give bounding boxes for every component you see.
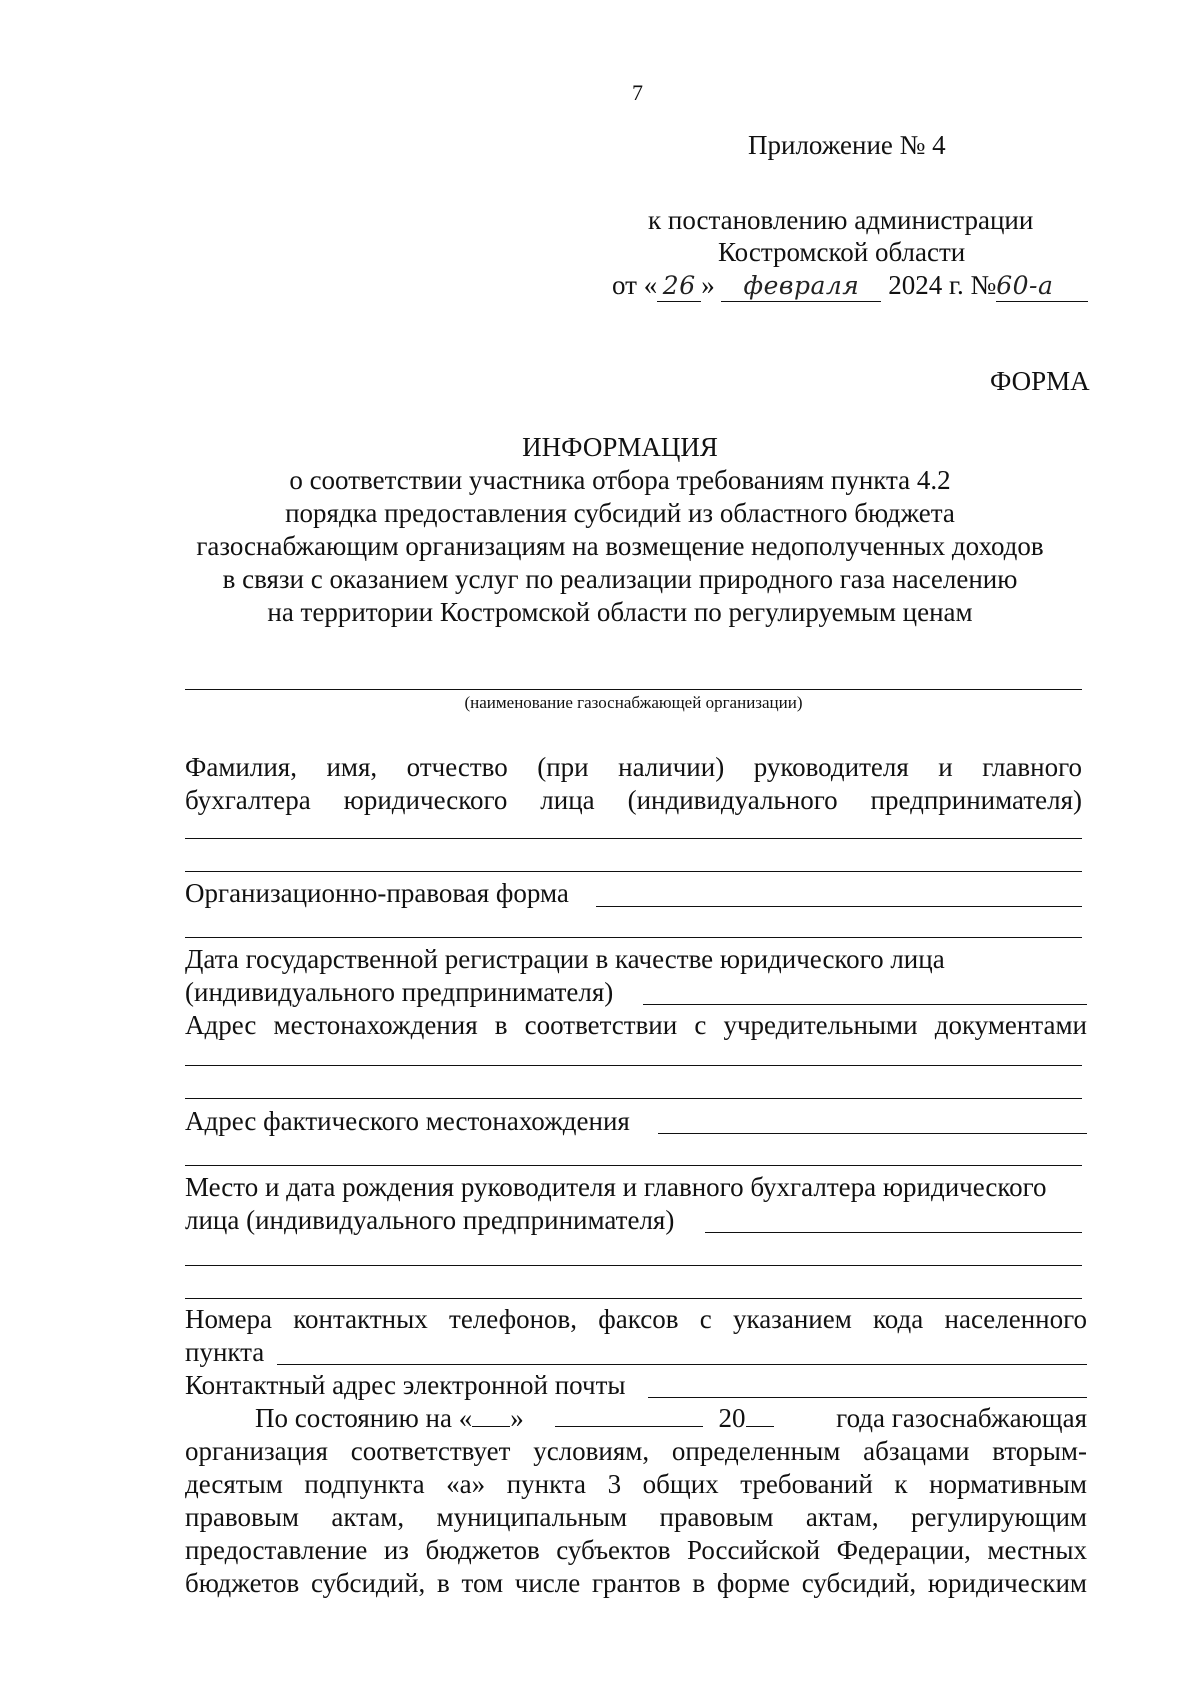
form-label: ФОРМА [990,366,1090,396]
heading-line-1: о соответствии участника отбора требованиям пункта 4.2 [289,465,951,495]
email-label: Контактный адрес электронной почты [185,1370,626,1400]
statement-line-5: предоставление из бюджетов субъектов Российской Федерации, местных [185,1535,1087,1565]
birth-line-1: Место и дата рождения руководителя и главного бухгалтера юридического [185,1172,1047,1202]
doc-number-handwritten: 60-а [996,271,1088,302]
statement-line-1 [255,1403,774,1433]
reg-date-line-1: Дата государственной регистрации в качестве юридического лица [185,944,945,974]
page-number: 7 [632,80,643,105]
fio-line-2: бухгалтера юридического лица (индивидуального предпринимателя) [185,785,1082,815]
statement-century: 20 [718,1403,746,1433]
statement-line-3: десятым подпункта «а» пункта 3 общих требований к нормативным [185,1469,1087,1499]
birth-line-2: лица (индивидуального предпринимателя) [185,1205,675,1235]
actual-address-blank-2[interactable] [185,1165,1082,1166]
org-name-line[interactable] [185,689,1082,690]
legal-form-label: Организационно-правовая форма [185,878,569,908]
statement-month-blank[interactable] [555,1404,703,1427]
email-blank[interactable] [648,1397,1087,1398]
birth-blank-2[interactable] [185,1265,1082,1266]
date-month-handwritten: февраля [721,271,881,302]
phones-blank[interactable] [277,1364,1087,1365]
statement-line-6: бюджетов субсидий, в том числе грантов в форме субсидий, юридическим [185,1568,1087,1598]
statement-line-1-end: года газоснабжающая [836,1403,1087,1433]
appendix-line-2: Костромской области [718,237,966,267]
date-year: 2024 г. № [888,270,997,300]
phones-line-2: пункта [185,1337,265,1367]
birth-blank[interactable] [705,1232,1082,1233]
info-title: ИНФОРМАЦИЯ [522,432,718,462]
date-day-handwritten: 26 [657,271,701,302]
birth-blank-3[interactable] [185,1298,1082,1299]
date-prefix: от « [612,270,658,300]
actual-address-blank[interactable] [658,1133,1087,1134]
legal-form-blank-2[interactable] [185,937,1082,938]
appendix-title: Приложение № 4 [748,130,946,160]
reg-date-line-2: (индивидуального предпринимателя) [185,977,614,1007]
statement-year-blank[interactable] [746,1404,774,1427]
phones-line-1: Номера контактных телефонов, факсов с указанием кода населенного [185,1304,1087,1334]
legal-form-blank[interactable] [596,906,1082,907]
org-name-caption: (наименование газоснабжающей организации) [464,693,803,712]
appendix-line-1: к постановлению администрации [648,205,1034,235]
heading-line-3: газоснабжающим организациям на возмещение недополученных доходов [196,531,1044,561]
date-quote-close: » [701,270,715,300]
statement-prefix: По состоянию на « [255,1403,473,1433]
legal-address-blank-2[interactable] [185,1098,1082,1099]
heading-line-4: в связи с оказанием услуг по реализации природного газа населению [222,564,1018,594]
statement-day-blank[interactable] [472,1404,510,1427]
actual-address-label: Адрес фактического местонахождения [185,1106,630,1136]
heading-line-5: на территории Костромской области по регулируемым ценам [267,597,973,627]
statement-line-2: организация соответствует условиям, определенным абзацами вторым- [185,1436,1087,1466]
reg-date-blank[interactable] [643,1004,1087,1005]
heading-line-2: порядка предоставления субсидий из областного бюджета [285,498,955,528]
legal-address-blank-1[interactable] [185,1065,1082,1066]
fio-line-1: Фамилия, имя, отчество (при наличии) руководителя и главного [185,752,1082,782]
statement-line-4: правовым актам, муниципальным правовым актам, регулирующим [185,1502,1087,1532]
statement-quote-close: » [510,1403,524,1433]
fio-blank-2[interactable] [185,871,1082,872]
fio-blank-1[interactable] [185,838,1082,839]
legal-address-label: Адрес местонахождения в соответствии с учредительными документами [185,1010,1087,1040]
appendix-date-line [612,270,1088,302]
